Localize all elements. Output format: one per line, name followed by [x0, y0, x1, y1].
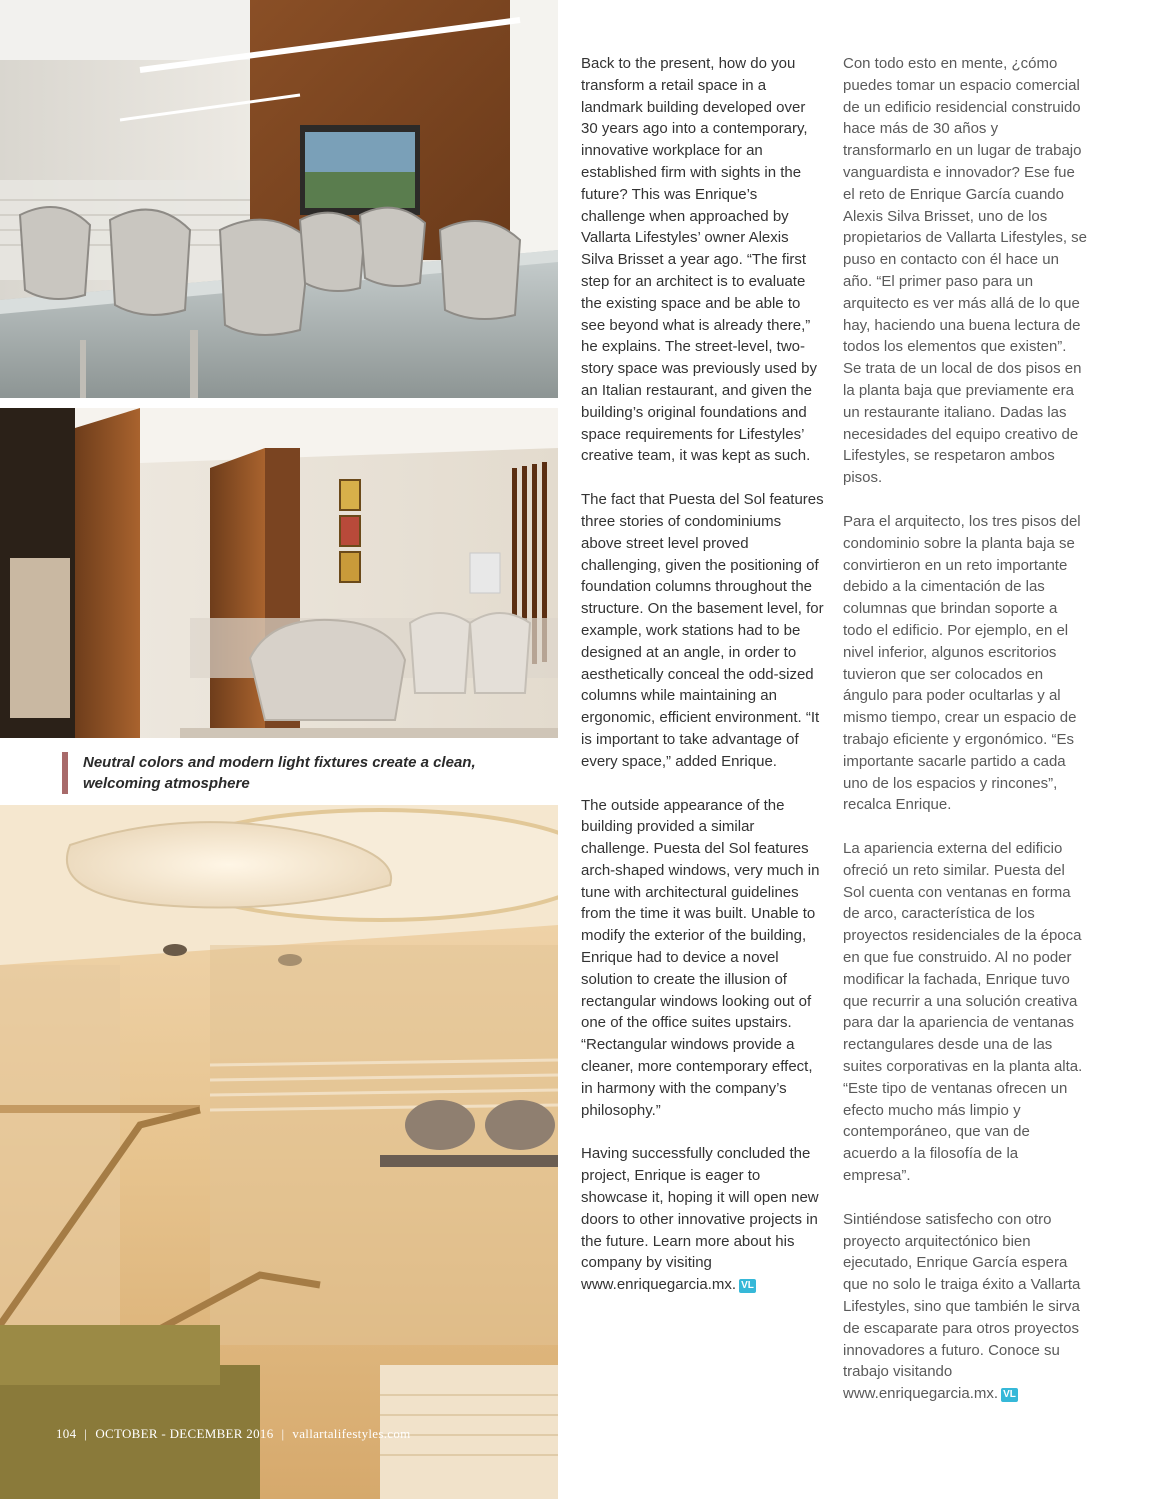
office-photo: [0, 408, 558, 738]
conference-room-photo: [0, 0, 558, 398]
english-paragraph: Having successfully concluded the project, Enrique is eager to showcase it, hoping it will open new doors to other innovative projects in the future. Learn more about his company by visiting www.enriquegarcia.mx.: [581, 1145, 819, 1294]
english-paragraph: The fact that Puesta del Sol features three stories of condominiums above street level proved challenging, given the positioning of foundation columns throughout the structure. On the basement level, for example, work stations had to be designed at an angle, in order to aesthetically conceal the odd-sized columns while maintaining an ergonomic, efficient environment. “It is important to take advantage of every space,” added Enrique.: [581, 491, 824, 770]
website-link[interactable]: vallartalifestyles.com: [292, 1426, 411, 1441]
conference-room-illustration: [0, 0, 558, 398]
english-paragraph: Back to the present, how do you transform a retail space in a landmark building developed over 30 years ago into a contemporary, innovative workplace for an established firm with sights in the future? This was Enrique’s challenge when approached by Vallarta Lifestyles’ owner Alexis Silva Brisset a year ago. “The first step for an architect is to evaluate the existing space and be able to see beyond what is already there,” he explains. The street-level, two-story space was previously used by an Italian restaurant, and given the building’s original foundations and space requirements for Lifestyles’ creative team, it was kept as such.: [581, 55, 817, 465]
spanish-paragraph: Para el arquitecto, los tres pisos del condominio sobre la planta baja se convirtieron en un reto importante debido a la cimentación de las columnas que brindan soporte a todo el edificio. Por ejemplo, en el nivel inferior, algunos escritorios tuvieron que ser colocados en ángulo para poder ocultarlas y al mismo tiempo, crear un espacio de trabajo eficiente y ergonómico. “Es importante sacarle partido a cada uno de los espacios y rincones”, recalca Enrique.: [843, 512, 1081, 814]
vl-end-badge: VL: [1003, 1389, 1016, 1401]
spanish-paragraph: Sintiéndose satisfecho con otro proyecto arquitectónico bien ejecutado, Enrique García espera que no solo le traiga éxito a Vallarta Lifestyles, sino que también le sirva de escaparate para otros proyectos innovadores a futuro. Conoce su trabajo visitando www.enriquegarcia.mx.: [843, 1210, 1081, 1403]
english-paragraph: The outside appearance of the building provided a similar challenge. Puesta del Sol features arch-shaped windows, very much in tune with architectural guidelines from the time it was built. Unable to modify the exterior of the building, Enrique had to device a novel solution to create the illusion of rectangular windows looking out of one of the office suites upstairs. “Rectangular windows provide a cleaner, more contemporary effect, in harmony with the company’s philosophy.”: [581, 796, 820, 1119]
office-illustration: [0, 408, 558, 738]
issue-date: OCTOBER - DECEMBER 2016: [95, 1426, 274, 1441]
spanish-paragraph: Con todo esto en mente, ¿cómo puedes tomar un espacio comercial de un edificio residencial construido hace más de 30 años y transformarlo en un lugar de trabajo vanguardista e innovador? Ese fue el reto de Enrique García cuando Alexis Silva Brisset, uno de los propietarios de Vallarta Lifestyles, se puso en contacto con él hace un año. “El primer paso para un arquitecto es ver más allá de lo que hay, haciendo una buena lectura de todos los elementos que existen”. Se trata de un local de dos pisos en la planta baja que previamente era un restaurante italiano. Dadas las necesidades del equipo creativo de Lifestyles, se respetaron ambos pisos.: [843, 55, 1088, 487]
page-number: 104: [56, 1426, 77, 1441]
spanish-article-column: [843, 53, 1087, 1427]
english-article-column: [581, 53, 825, 1318]
spanish-paragraph: La apariencia externa del edificio ofreció un reto similar. Puesta del Sol cuenta con ventanas en forma de arco, característica de los proyectos residenciales de la época en que fue construido. Al no poder modificar la fachada, Enrique tuvo que recurrir a una solución creativa para dar la apariencia de ventanas rectangulares desde una de las suites corporativas en la planta alta. “Este tipo de ventanas ofrecen un efecto mucho más limpio y contemporáneo, que van de acuerdo a la filosofía de la empresa”.: [843, 840, 1083, 1185]
photo-caption: Neutral colors and modern light fixtures create a clean, welcoming atmosphere: [62, 752, 543, 794]
vl-end-badge: VL: [741, 1280, 754, 1292]
page-footer: 104 | OCTOBER - DECEMBER 2016 | vallartalifestyles.com: [56, 1426, 411, 1441]
stairwell-illustration: [0, 805, 558, 1499]
stairwell-photo: [0, 805, 558, 1499]
